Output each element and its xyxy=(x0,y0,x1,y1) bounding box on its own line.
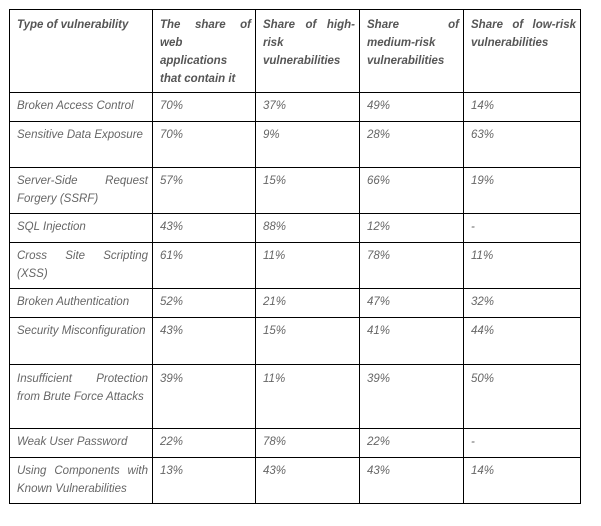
header-share-low: Share of low-risk vulnerabilities xyxy=(464,10,581,93)
header-share-medium: Share of medium-risk vulnerabilities xyxy=(360,10,464,93)
cell-share-low: 14% xyxy=(464,458,581,504)
cell-share-high: 78% xyxy=(256,429,360,458)
cell-share-low: 19% xyxy=(464,168,581,214)
table-row xyxy=(10,429,581,458)
cell-share-medium: 22% xyxy=(360,429,464,458)
header-share-apps: The share of web applications that contain it xyxy=(153,10,256,93)
table-row xyxy=(10,458,581,504)
cell-share-low: 11% xyxy=(464,243,581,289)
cell-share-apps: 57% xyxy=(153,168,256,214)
cell-share-high: 15% xyxy=(256,318,360,365)
cell-share-apps: 52% xyxy=(153,289,256,318)
cell-share-apps: 70% xyxy=(153,93,256,122)
cell-type: Sensitive Data Exposure xyxy=(10,122,153,168)
header-type: Type of vulnerability xyxy=(10,10,153,93)
header-row xyxy=(10,10,581,93)
cell-share-medium: 78% xyxy=(360,243,464,289)
cell-share-medium: 43% xyxy=(360,458,464,504)
cell-type: Cross Site Scripting (XSS) xyxy=(10,243,153,289)
header-share-high: Share of high-risk vulnerabilities xyxy=(256,10,360,93)
cell-share-high: 88% xyxy=(256,214,360,243)
cell-share-low: 32% xyxy=(464,289,581,318)
table-row xyxy=(10,93,581,122)
cell-share-medium: 66% xyxy=(360,168,464,214)
cell-share-apps: 22% xyxy=(153,429,256,458)
cell-share-medium: 39% xyxy=(360,365,464,429)
cell-share-high: 15% xyxy=(256,168,360,214)
cell-type: Security Misconfiguration xyxy=(10,318,153,365)
cell-share-apps: 61% xyxy=(153,243,256,289)
vulnerability-table-container xyxy=(9,9,581,504)
cell-type: Broken Access Control xyxy=(10,93,153,122)
cell-share-high: 11% xyxy=(256,365,360,429)
cell-share-high: 43% xyxy=(256,458,360,504)
cell-share-apps: 43% xyxy=(153,214,256,243)
cell-share-high: 11% xyxy=(256,243,360,289)
table-row xyxy=(10,365,581,429)
table-row xyxy=(10,168,581,214)
cell-share-high: 21% xyxy=(256,289,360,318)
cell-type: Using Components with Known Vulnerabilities xyxy=(10,458,153,504)
cell-share-high: 9% xyxy=(256,122,360,168)
cell-share-high: 37% xyxy=(256,93,360,122)
cell-share-apps: 43% xyxy=(153,318,256,365)
cell-share-apps: 13% xyxy=(153,458,256,504)
cell-type: Broken Authentication xyxy=(10,289,153,318)
table-row xyxy=(10,289,581,318)
cell-share-medium: 12% xyxy=(360,214,464,243)
cell-type: SQL Injection xyxy=(10,214,153,243)
cell-share-low: 63% xyxy=(464,122,581,168)
table-row xyxy=(10,214,581,243)
cell-share-medium: 47% xyxy=(360,289,464,318)
cell-type: Server-Side Request Forgery (SSRF) xyxy=(10,168,153,214)
cell-share-low: 50% xyxy=(464,365,581,429)
cell-share-low: 44% xyxy=(464,318,581,365)
cell-type: Weak User Password xyxy=(10,429,153,458)
cell-share-apps: 39% xyxy=(153,365,256,429)
table-row xyxy=(10,318,581,365)
cell-share-medium: 41% xyxy=(360,318,464,365)
cell-share-medium: 28% xyxy=(360,122,464,168)
vulnerability-table xyxy=(9,9,581,504)
table-row xyxy=(10,122,581,168)
cell-share-low: - xyxy=(464,214,581,243)
cell-type: Insufficient Protection from Brute Force Attacks xyxy=(10,365,153,429)
table-row xyxy=(10,243,581,289)
cell-share-low: 14% xyxy=(464,93,581,122)
cell-share-apps: 70% xyxy=(153,122,256,168)
cell-share-low: - xyxy=(464,429,581,458)
cell-share-medium: 49% xyxy=(360,93,464,122)
